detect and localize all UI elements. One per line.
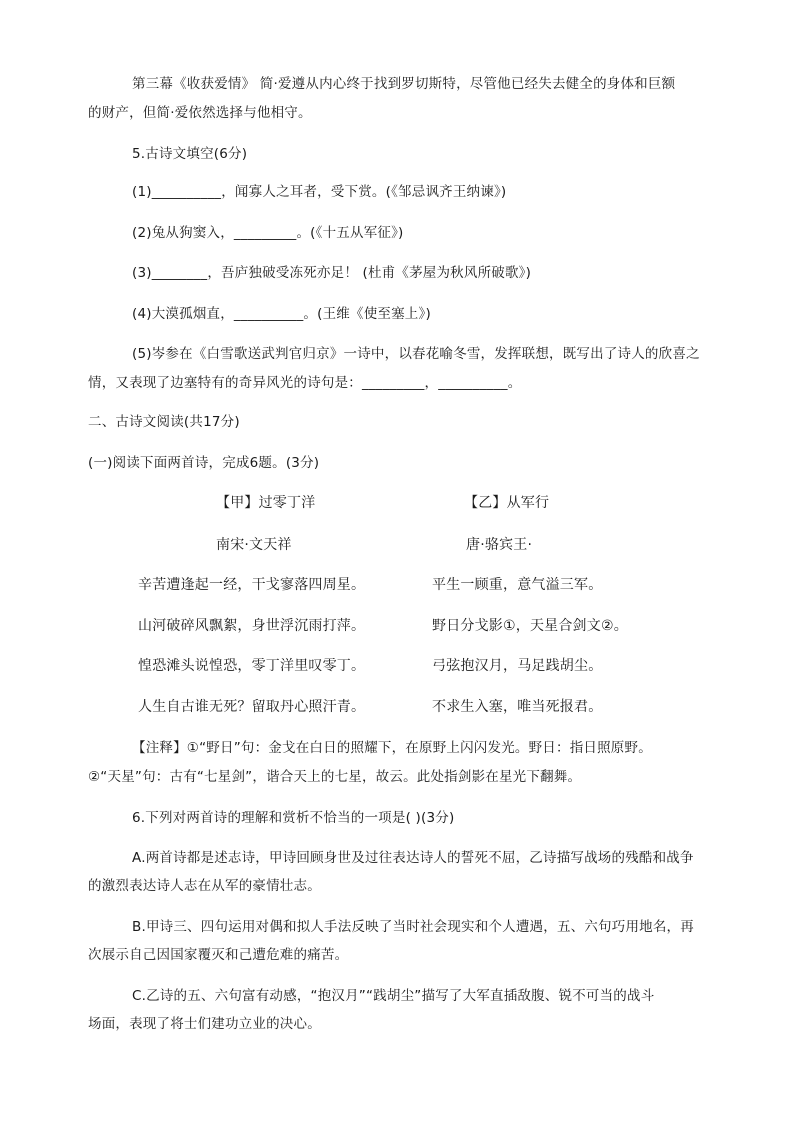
poem-jia-line-2: 山河破碎风飘絮，身世浮沉雨打萍。 — [138, 618, 366, 634]
section2-title: 二、古诗文阅读(共17分) — [88, 414, 240, 430]
q6-option-b-line1: B.甲诗三、四句运用对偶和拟人手法反映了当时社会现实和个人遭遇，五、六句巧用地名，再 — [132, 919, 694, 935]
poem-jia-line-1: 辛苦遭逢起一经，干戈寥落四周星。 — [138, 577, 366, 593]
poem-yi-line-4: 不求生入塞，唯当死报君。 — [432, 699, 603, 715]
act3-line1: 第三幕《收获爱情》 简·爱遵从内心终于找到罗切斯特，尽管他已经失去健全的身体和巨额 — [132, 76, 676, 92]
q6-option-c-line1: C.乙诗的五、六句富有动感，“抱汉月”“践胡尘”描写了大军直插敌腹、锐不可当的战斗 — [132, 988, 655, 1004]
poem-jia-line-4: 人生自古谁无死？留取丹心照汗青。 — [138, 699, 366, 715]
q6-option-b-line2: 次展示自己因国家覆灭和己遭危难的痛苦。 — [88, 947, 349, 963]
q5-item-5-line1: (5)岑参在《白雪歌送武判官归京》一诗中，以春花喻冬雪，发挥联想，既写出了诗人的欣喜之 — [132, 346, 700, 362]
poem-jia-line-3: 惶恐滩头说惶恐，零丁洋里叹零丁。 — [138, 658, 366, 674]
q5-item-1: (1)__________，闻寡人之耳者，受下赏。(《邹忌讽齐王纳谏》) — [132, 184, 507, 200]
poem-yi-title: 【乙】从军行 — [464, 495, 550, 511]
q5-title: 5.古诗文填空(6分) — [132, 146, 248, 162]
notes-line1: 【注释】①“野日”句：金戈在白日的照耀下，在原野上闪闪发光。野日：指日照原野。 — [132, 740, 652, 756]
q5-item-2: (2)兔从狗窦入，_________。(《十五从军征》) — [132, 225, 404, 241]
q6-option-c-line2: 场面，表现了将士们建功立业的决心。 — [88, 1016, 321, 1032]
q5-item-5-line2: 情，又表现了边塞特有的奇异风光的诗句是：_________，__________。 — [88, 375, 522, 391]
poem-yi-line-1: 平生一顾重，意气溢三军。 — [432, 577, 603, 593]
q6-stem: 6.下列对两首诗的理解和赏析不恰当的一项是( )(3分) — [132, 810, 455, 826]
q5-item-4: (4)大漠孤烟直，__________。(王维《使至塞上》) — [132, 306, 431, 322]
act3-line2: 的财产，但简·爱依然选择与他相守。 — [88, 105, 312, 121]
notes-line2: ②“天星”句：古有“七星剑”，谐合天上的七星，故云。此处指剑影在星光下翻舞。 — [88, 769, 582, 785]
q6-option-a-line1: A.两首诗都是述志诗，甲诗回顾身世及过往表达诗人的誓死不屈，乙诗描写战场的残酷和战争 — [132, 850, 694, 866]
poem-yi-line-2: 野日分戈影①，天星合剑文②。 — [432, 618, 628, 634]
section2-sub1: (一)阅读下面两首诗，完成6题。(3分) — [88, 455, 320, 471]
poem-yi-author: 唐·骆宾王· — [466, 537, 533, 553]
q5-item-3: (3)________，吾庐独破受冻死亦足！ (杜甫《茅屋为秋风所破歌》) — [132, 265, 532, 281]
poem-jia-title: 【甲】过零丁洋 — [216, 495, 316, 511]
poem-yi-line-3: 弓弦抱汉月，马足践胡尘。 — [432, 658, 603, 674]
q6-option-a-line2: 的激烈表达诗人志在从军的豪情壮志。 — [88, 878, 321, 894]
poem-jia-author: 南宋·文天祥 — [216, 537, 292, 553]
